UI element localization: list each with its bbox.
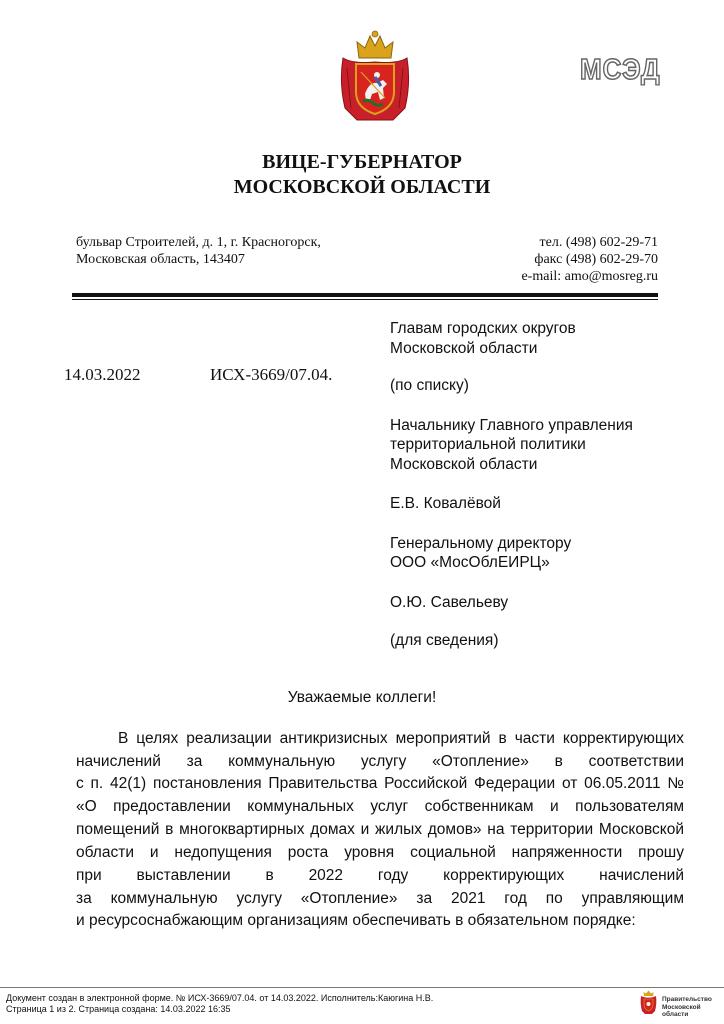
sender-title-region: МОСКОВСКОЙ ОБЛАСТИ xyxy=(233,176,491,198)
recipient-line: О.Ю. Савельеву xyxy=(390,594,509,611)
footer-page-info: Страница 1 из 2. Страница создана: 14.03.2022 16:35 xyxy=(6,1004,231,1014)
recipient-line: Московской области xyxy=(390,340,538,357)
document-number: ИСХ-3669/07.04. xyxy=(210,365,333,384)
sender-fax: факс (498) 602-29-70 xyxy=(534,252,658,267)
greeting: Уважаемые коллеги! xyxy=(287,689,437,706)
body-line: с п. 42(1) постановления Правительства Российской Федерации от 06.05.2011 № xyxy=(76,775,684,792)
body-line: за коммунальную услугу «Отопление» за 2021 год по управляющим xyxy=(76,890,684,907)
government-emblem-icon xyxy=(639,990,658,1014)
recipient-line: Е.В. Ковалёвой xyxy=(390,495,501,512)
footer-document-info: Документ создан в электронной форме. № ИСХ-3669/07.04. от 14.03.2022. Исполнитель:Каюгина Н.В. xyxy=(6,993,434,1003)
recipient-line: Генеральному директору xyxy=(390,535,572,552)
body-line: области и недопущения роста уровня социальной напряженности прошу xyxy=(76,844,684,861)
header-divider-thin xyxy=(72,299,658,300)
header-divider-thick xyxy=(72,293,658,297)
recipient-line: (для сведения) xyxy=(390,632,499,649)
body-line: «О предоставлении коммунальных услуг собственникам и пользователям xyxy=(76,798,684,815)
body-line: помещений в многоквартирных домах и жилых домов» на территории Московской xyxy=(76,821,684,838)
sender-email: e-mail: amo@mosreg.ru xyxy=(521,269,658,284)
body-line: при выставлении в 2022 году корректирующих начислений xyxy=(76,867,684,884)
sender-title: ВИЦЕ-ГУБЕРНАТОР xyxy=(262,151,462,173)
footer-divider xyxy=(0,987,724,988)
recipient-line: ООО «МосОблЕИРЦ» xyxy=(390,554,550,571)
sender-address-line2: Московская область, 143407 xyxy=(76,252,245,267)
sender-address-line1: бульвар Строителей, д. 1, г. Красногорск, xyxy=(76,235,321,250)
body-line: В целях реализации антикризисных мероприятий в части корректирующих xyxy=(118,730,684,747)
document-date: 14.03.2022 xyxy=(64,365,141,384)
recipient-line: Главам городских округов xyxy=(390,320,576,337)
recipient-line: Начальнику Главного управления xyxy=(390,417,633,434)
moscow-oblast-coat-of-arms-icon xyxy=(337,28,413,122)
government-label-line2: Московской области xyxy=(662,1004,701,1018)
sender-phone: тел. (498) 602-29-71 xyxy=(539,235,658,250)
body-line: и ресурсоснабжающим организациям обеспечивать в обязательном порядке: xyxy=(76,912,636,929)
recipient-line: территориальной политики xyxy=(390,436,586,453)
government-label-line1: Правительство xyxy=(662,996,712,1003)
msed-stamp: МСЭД xyxy=(580,52,661,86)
body-line: начислений за коммунальную услугу «Отопление» в соответствии xyxy=(76,753,684,770)
recipient-line: Московской области xyxy=(390,456,538,473)
recipient-line: (по списку) xyxy=(390,377,469,394)
